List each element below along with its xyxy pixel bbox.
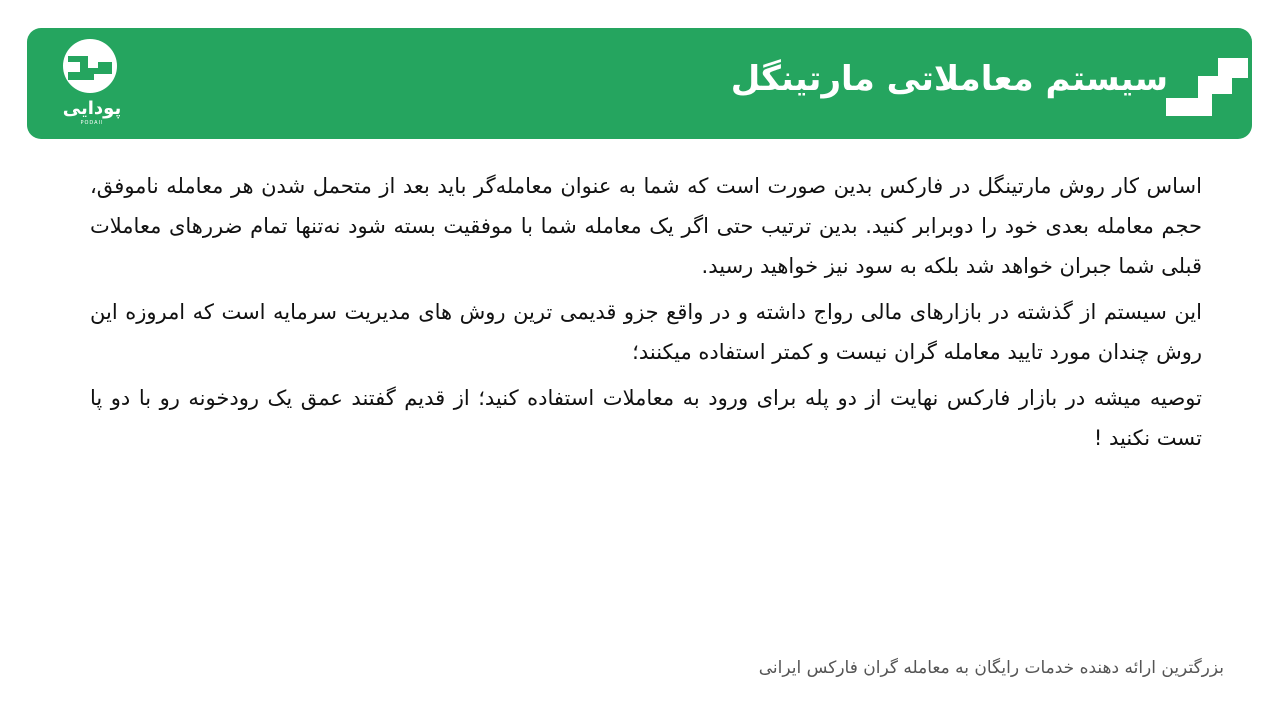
paragraph-3: توصیه میشه در بازار فارکس نهایت از دو پله برای ورود به معاملات استفاده کنید؛ از قدیم گفتند عمق یک رودخونه رو با دو پا تست نکنید ! [90, 386, 1202, 450]
paragraph-1: اساس کار روش مارتینگل در فارکس بدین صورت است که شما به عنوان معامله‌گر باید بعد از متحمل شدن هر معامله ناموفق، حجم معامله بعدی خود را دوبرابر کنید. بدین ترتیب حتی اگر یک معامله شما با موفقیت بسته شود نه‌تنها تمام ضررهای معاملات قبلی شما جبران خواهد شد بلکه به سود نیز خواهید رسید. [90, 174, 1202, 278]
stairs-icon [1160, 44, 1252, 120]
logo-subtitle: PODAII [80, 120, 104, 126]
footer-tagline: بزرگترین ارائه دهنده خدمات رایگان به معامله گران فارکس ایرانی [758, 658, 1224, 678]
page-title: سیستم معاملاتی مارتینگل [730, 59, 1168, 99]
content-body [90, 166, 1202, 464]
paragraph-2: این سیستم از گذشته در بازارهای مالی رواج داشته و در واقع جزو قدیمی ترین روش های مدیریت سرمایه است که امروزه این روش چندان مورد تایید معامله گران نیست و کمتر استفاده میکنند؛ [90, 300, 1202, 364]
logo-name: پودایی [62, 98, 122, 119]
